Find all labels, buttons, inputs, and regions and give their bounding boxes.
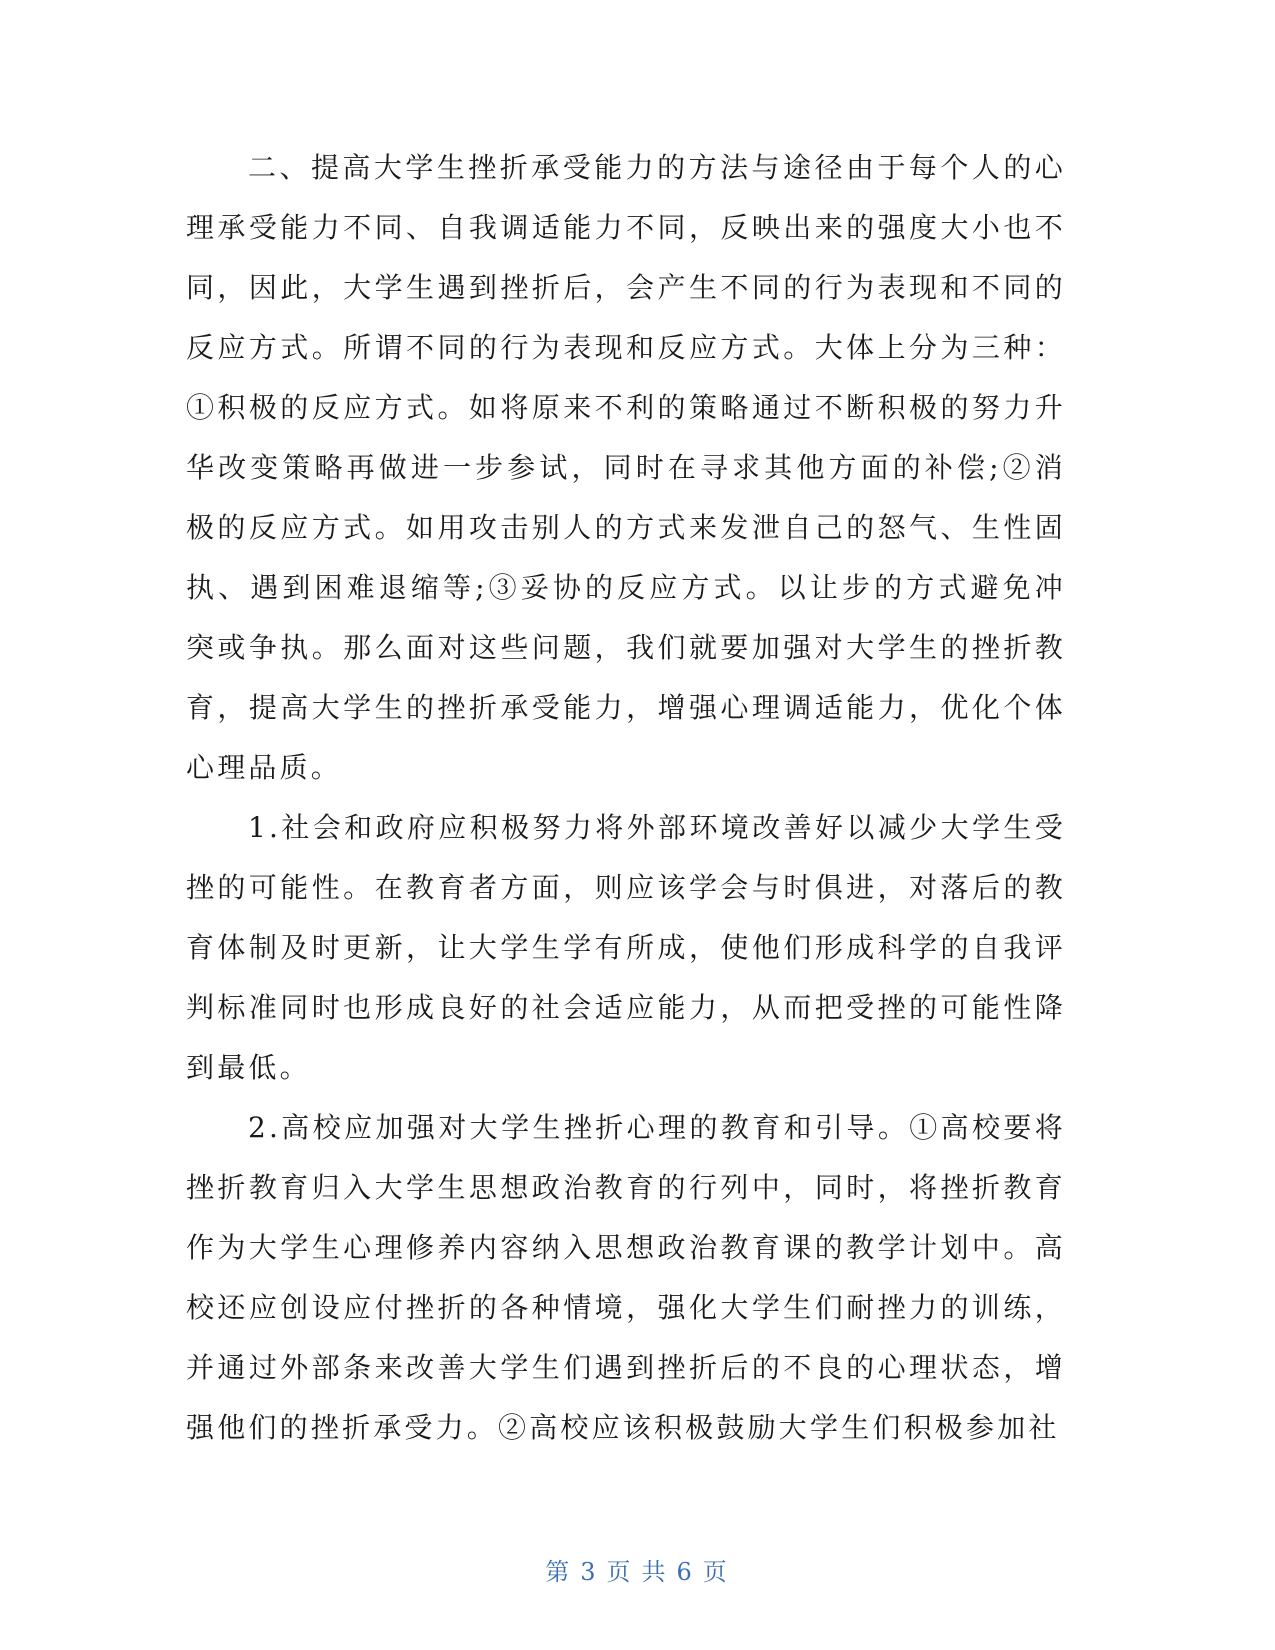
paragraph-intro: 二、提高大学生挫折承受能力的方法与途径由于每个人的心理承受能力不同、自我调适能力不同，反映出来的强度大小也不同，因此，大学生遇到挫折后，会产生不同的行为表现和不同的反应方式。所谓不同的行为表现和反应方式。大体上分为三种：①积极的反应方式。如将原来不利的策略通过不断积极的努力升华改变策略再做进一步参试，同时在寻求其他方面的补偿;②消极的反应方式。如用攻击别人的方式来发泄自己的怒气、生性固执、遇到困难退缩等;③妥协的反应方式。以让步的方式避免冲突或争执。那么面对这些问题，我们就要加强对大学生的挫折教育，提高大学生的挫折承受能力，增强心理调适能力，优化个体心理品质。 xyxy=(186,151,1066,784)
footer-total-label: 共 xyxy=(641,1558,669,1586)
footer-page-label: 第 xyxy=(545,1558,573,1586)
page-footer xyxy=(0,1552,1275,1587)
paragraph-point-2: 2.高校应加强对大学生挫折心理的教育和引导。①高校要将挫折教育归入大学生思想政治教育的行列中，同时，将挫折教育作为大学生心理修养内容纳入思想政治教育课的教学计划中。高校还应创设应付挫折的各种情境，强化大学生们耐挫力的训练，并通过外部条来改善大学生们遇到挫折后的不良的心理状态，增强他们的挫折承受力。②高校应该积极鼓励大学生们积极参加社 xyxy=(186,1111,1066,1444)
document-body xyxy=(186,138,1066,1458)
footer-total-pages: 6 xyxy=(676,1558,695,1586)
paragraph-point-1: 1.社会和政府应积极努力将外部环境改善好以减少大学生受挫的可能性。在教育者方面，则应该学会与时俱进，对落后的教育体制及时更新，让大学生学有所成，使他们形成科学的自我评判标准同时也形成良好的社会适应能力，从而把受挫的可能性降到最低。 xyxy=(186,811,1066,1084)
footer-page-unit: 页 xyxy=(606,1558,634,1586)
footer-total-unit: 页 xyxy=(702,1558,730,1586)
footer-current-page: 3 xyxy=(580,1558,599,1586)
